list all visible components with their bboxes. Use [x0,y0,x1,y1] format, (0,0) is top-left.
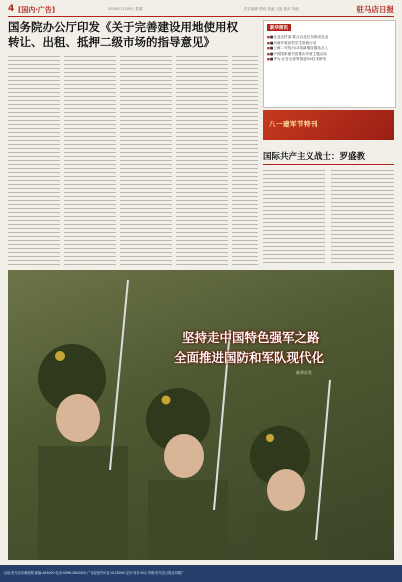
headline-line-2: 转让、出租、抵押二级市场的指导意见》 [8,35,215,49]
news-brief-item: ■ ■中国国家图书馆推出年度主题活动 [267,52,393,58]
news-brief-item: ■ ■上海二号线为13省新增设置站点入 [267,46,393,52]
page-header [8,4,394,17]
photo-title-line-1: 坚持走中国特色强军之路 [182,330,320,345]
soldier-illustration [8,270,394,560]
headline-line-1: 国务院办公厅印发《关于完善建设用地使用权 [8,20,238,34]
article-text-col-4 [176,56,228,266]
feature-banner [263,110,394,140]
footer-text: 社址:驻马店市解放路 邮编:463000 电话:0396-2600000 广告经营许可证:4128000 定价:每月30元 印刷:驻马店日报社印刷厂 [4,571,185,575]
photo-title-line-2: 全面推进国防和军队现代化 [174,350,325,365]
article-text-col-2 [64,56,116,266]
right-article-text-col-2 [331,170,394,266]
photo-caption: 新华社发 [296,370,312,375]
headline-rule [263,164,394,165]
right-article-headline: 国际共产主义战士：罗盛教 [263,152,366,162]
news-brief-item: ■ ■华为:正在全世界推进5G技术研发 [267,57,393,63]
news-brief-box [263,20,396,108]
section-label: [国内·广告] [18,6,56,14]
soldiers-photo [8,270,394,560]
news-brief-item: ■ ■农业农村部:要点自北往东推动农业 [267,35,393,41]
editor-credits: 责任编辑 张明 美编 王磊 校对 刘丽 [244,7,299,11]
main-headline [8,20,258,52]
news-brief-item: ■ ■河南开展高效学生资助行动 [267,41,393,47]
news-brief-list [267,35,393,63]
article-text-col-3 [120,56,172,266]
banner-text: 八一建军节特刊 [269,120,318,128]
article-text-col-1 [8,56,60,266]
page-number: 4 [8,4,15,14]
news-brief-title: 新华简讯 [267,24,291,31]
newspaper-name: 驻马店日报 [356,5,394,14]
right-article-text-col-1 [263,170,325,266]
issue-date: 2009年7月28日 星期二 [108,7,146,11]
article-text-col-5 [232,56,258,266]
page-footer [0,565,402,582]
